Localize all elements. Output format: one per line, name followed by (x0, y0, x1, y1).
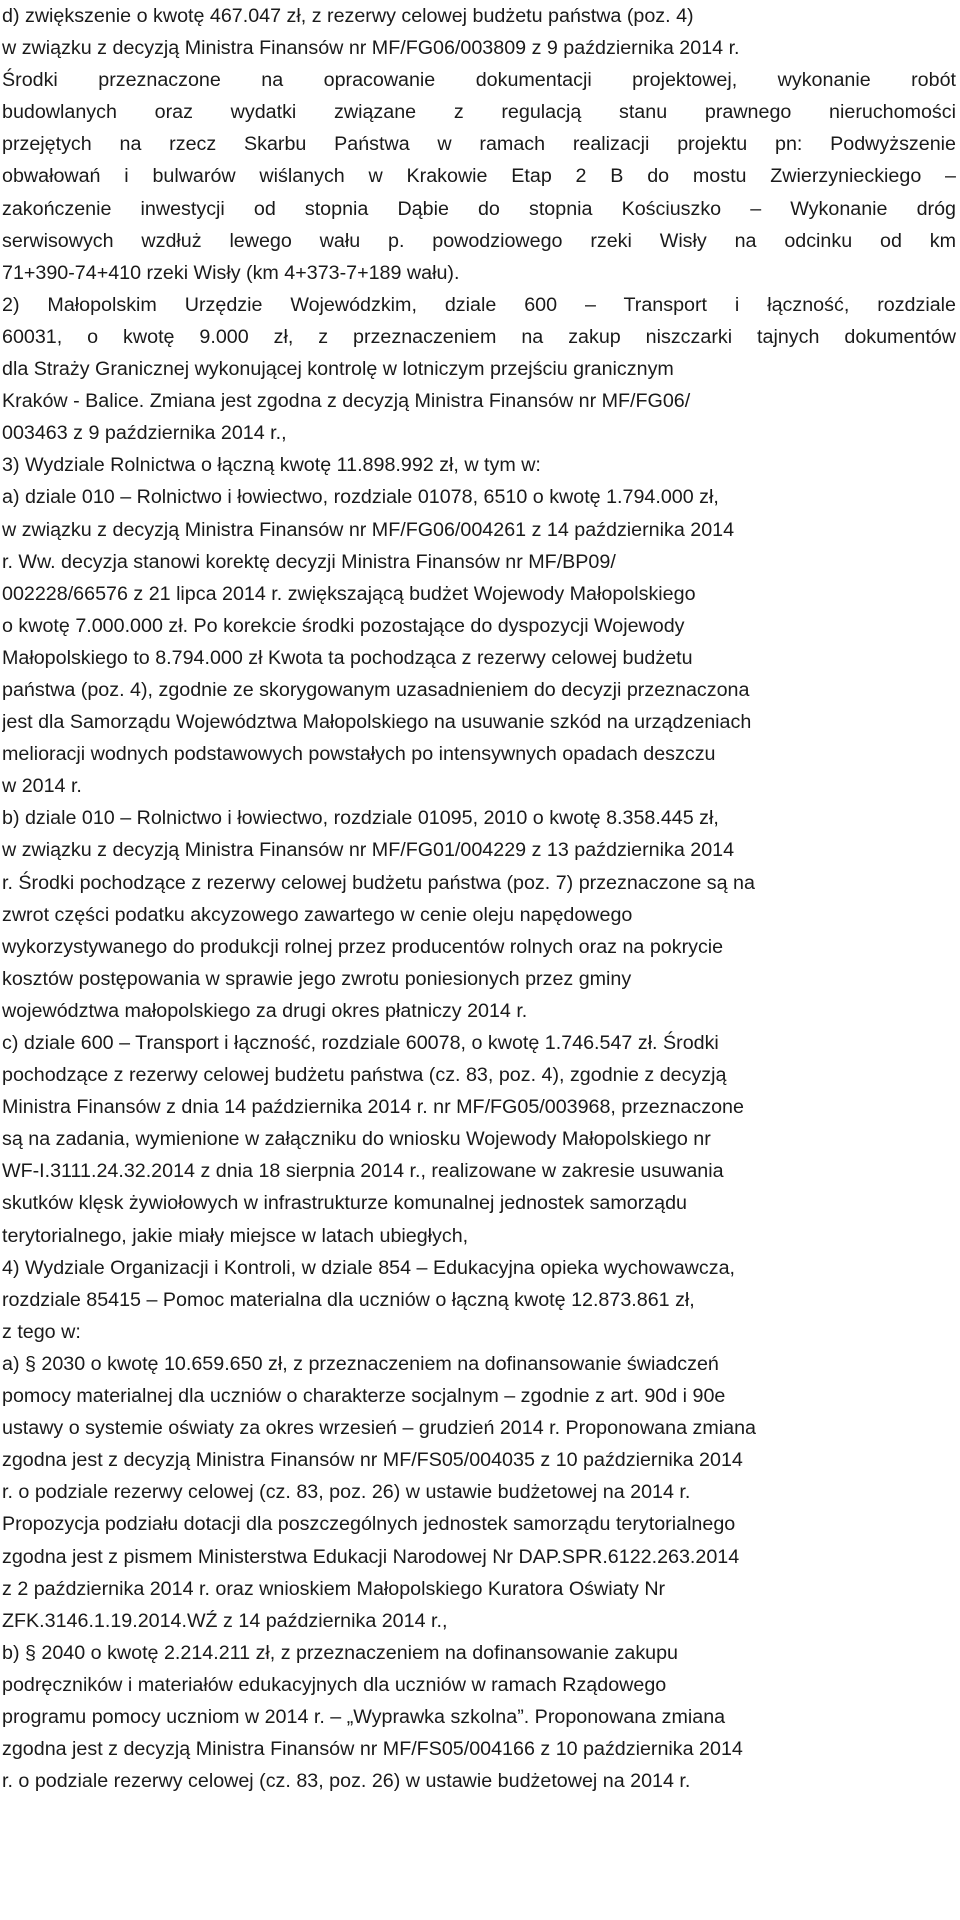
text-line: Środki przeznaczone na opracowanie dokumentacji projektowej, wykonanie robót (2, 69, 956, 92)
text-line: są na zadania, wymienione w załączniku do wniosku Wojewody Małopolskiego nr (2, 1128, 711, 1151)
text-line (2, 1829, 956, 1861)
text-line: melioracji wodnych podstawowych powstałych po intensywnych opadach deszczu (2, 743, 716, 766)
text-line: c) dziale 600 – Transport i łączność, rozdziale 60078, o kwotę 1.746.547 zł. Środki (2, 1032, 719, 1054)
text-line: 003463 z 9 października 2014 r., (2, 422, 287, 445)
text-line (2, 1861, 956, 1893)
text-line: budowlanych oraz wydatki związane z regulacją stanu prawnego nieruchomości (2, 101, 956, 124)
text-line: rozdziale 85415 – Pomoc materialna dla uczniów o łączną kwotę 12.873.861 zł, (2, 1288, 695, 1311)
text-line: ZFK.3146.1.19.2014.WŹ z 14 października 2014 r., (2, 1609, 448, 1632)
text-line: 2) Małopolskim Urzędzie Wojewódzkim, dziale 600 – Transport i łączność, rozdziale (2, 293, 956, 316)
text-line: dla Straży Granicznej wykonującej kontrolę w lotniczym przejściu granicznym (2, 358, 674, 381)
text-line: b) § 2040 o kwotę 2.214.211 zł, z przeznaczeniem na dofinansowanie zakupu (2, 1641, 679, 1664)
text-line: pomocy materialnej dla uczniów o charakterze socjalnym – zgodnie z art. 90d i 90e (2, 1385, 726, 1408)
text-line: Małopolskiego to 8.794.000 zł Kwota ta pochodząca z rezerwy celowej budżetu (2, 646, 693, 669)
text-line: Kraków - Balice. Zmiana jest zgodna z decyzją Ministra Finansów nr MF/FG06/ (2, 390, 691, 413)
text-line: zgodna jest z decyzją Ministra Finansów nr MF/FS05/004035 z 10 października 2014 (2, 1449, 743, 1472)
text-line: terytorialnego, jakie miały miejsce w latach ubiegłych, (2, 1224, 469, 1247)
text-line: w związku z decyzją Ministra Finansów nr MF/FG06/003809 z 9 października 2014 r. (2, 37, 740, 60)
text-line: 4) Wydziale Organizacji i Kontroli, w dziale 854 – Edukacyjna opieka wychowawcza, (2, 1256, 735, 1279)
text-line: jest dla Samorządu Województwa Małopolskiego na usuwanie szkód na urządzeniach (2, 711, 752, 734)
text-line: województwa małopolskiego za drugi okres płatniczy 2014 r. (2, 999, 528, 1022)
text-line: Ministra Finansów z dnia 14 października 2014 r. nr MF/FG05/003968, przeznaczone (2, 1096, 744, 1119)
text-line: a) dziale 010 – Rolnictwo i łowiectwo, rozdziale 01078, 6510 o kwotę 1.794.000 zł, (2, 486, 719, 509)
text-line: 71+390-74+410 rzeki Wisły (km 4+373-7+189 wału). (2, 261, 460, 284)
text-line: 3) Wydziale Rolnictwa o łączną kwotę 11.898.992 zł, w tym w: (2, 454, 541, 477)
text-line: o kwotę 7.000.000 zł. Po korekcie środki pozostające do dyspozycji Wojewody (2, 614, 685, 637)
text-line: obwałowań i bulwarów wiślanych w Krakowie Etap 2 B do mostu Zwierzynieckiego – (2, 165, 956, 188)
text-line: w związku z decyzją Ministra Finansów nr MF/FG01/004229 z 13 października 2014 (2, 839, 735, 862)
text-line: ustawy o systemie oświaty za okres wrzesień – grudzień 2014 r. Proponowana zmiana (2, 1417, 756, 1440)
text-line: zgodna jest z decyzją Ministra Finansów nr MF/FS05/004166 z 10 października 2014 (2, 1738, 743, 1761)
text-line: zwrot części podatku akcyzowego zawartego w cenie oleju napędowego (2, 903, 633, 926)
text-line: przejętych na rzecz Skarbu Państwa w ramach realizacji projektu pn: Podwyższenie (2, 133, 956, 156)
text-line: programu pomocy uczniom w 2014 r. – „Wyprawka szkolna”. Proponowana zmiana (2, 1705, 726, 1728)
text-line: w 2014 r. (2, 775, 82, 798)
text-line: WF-I.3111.24.32.2014 z dnia 18 sierpnia 2014 r., realizowane w zakresie usuwania (2, 1160, 724, 1183)
text-line: państwa (poz. 4), zgodnie ze skorygowanym uzasadnieniem do decyzji przeznaczona (2, 678, 750, 701)
text-line: r. Ww. decyzja stanowi korektę decyzji Ministra Finansów nr MF/BP09/ (2, 550, 616, 573)
text-line: skutków klęsk żywiołowych w infrastrukturze komunalnej jednostek samorządu (2, 1192, 687, 1215)
text-line: 60031, o kwotę 9.000 zł, z przeznaczeniem na zakup niszczarki tajnych dokumentów (2, 325, 956, 348)
text-line: r. o podziale rezerwy celowej (cz. 83, poz. 26) w ustawie budżetowej na 2014 r. (2, 1770, 691, 1793)
text-line: 002228/66576 z 21 lipca 2014 r. zwiększającą budżet Wojewody Małopolskiego (2, 582, 696, 605)
text-line: d) zwiększenie o kwotę 467.047 zł, z rezerwy celowej budżetu państwa (poz. 4) (2, 5, 694, 27)
text-line: zakończenie inwestycji od stopnia Dąbie do stopnia Kościuszko – Wykonanie dróg (2, 197, 956, 220)
text-line: podręczników i materiałów edukacyjnych dla uczniów w ramach Rządowego (2, 1673, 667, 1696)
text-line: pochodzące z rezerwy celowej budżetu państwa (cz. 83, poz. 4), zgodnie z decyzją (2, 1064, 727, 1087)
text-line: b) dziale 010 – Rolnictwo i łowiectwo, rozdziale 01095, 2010 o kwotę 8.358.445 zł, (2, 807, 719, 830)
text-line: a) § 2030 o kwotę 10.659.650 zł, z przeznaczeniem na dofinansowanie świadczeń (2, 1352, 719, 1375)
text-line: z 2 października 2014 r. oraz wnioskiem Małopolskiego Kuratora Oświaty Nr (2, 1577, 666, 1600)
text-line (2, 1797, 956, 1829)
text-line: r. Środki pochodzące z rezerwy celowej budżetu państwa (poz. 7) przeznaczone są na (2, 871, 755, 894)
text-line: r. o podziale rezerwy celowej (cz. 83, poz. 26) w ustawie budżetowej na 2014 r. (2, 1481, 691, 1504)
text-line: zgodna jest z pismem Ministerstwa Edukacji Narodowej Nr DAP.SPR.6122.263.2014 (2, 1545, 740, 1568)
text-line: serwisowych wzdłuż lewego wału p. powodziowego rzeki Wisły na odcinku od km (2, 229, 956, 252)
text-line: kosztów postępowania w sprawie jego zwrotu poniesionych przez gminy (2, 967, 632, 990)
text-line: w związku z decyzją Ministra Finansów nr MF/FG06/004261 z 14 października 2014 (2, 518, 735, 541)
text-line: z tego w: (2, 1320, 81, 1343)
text-line: wykorzystywanego do produkcji rolnej przez producentów rolnych oraz na pokrycie (2, 935, 724, 958)
text-line: Propozycja podziału dotacji dla poszczególnych jednostek samorządu terytorialnego (2, 1513, 736, 1536)
